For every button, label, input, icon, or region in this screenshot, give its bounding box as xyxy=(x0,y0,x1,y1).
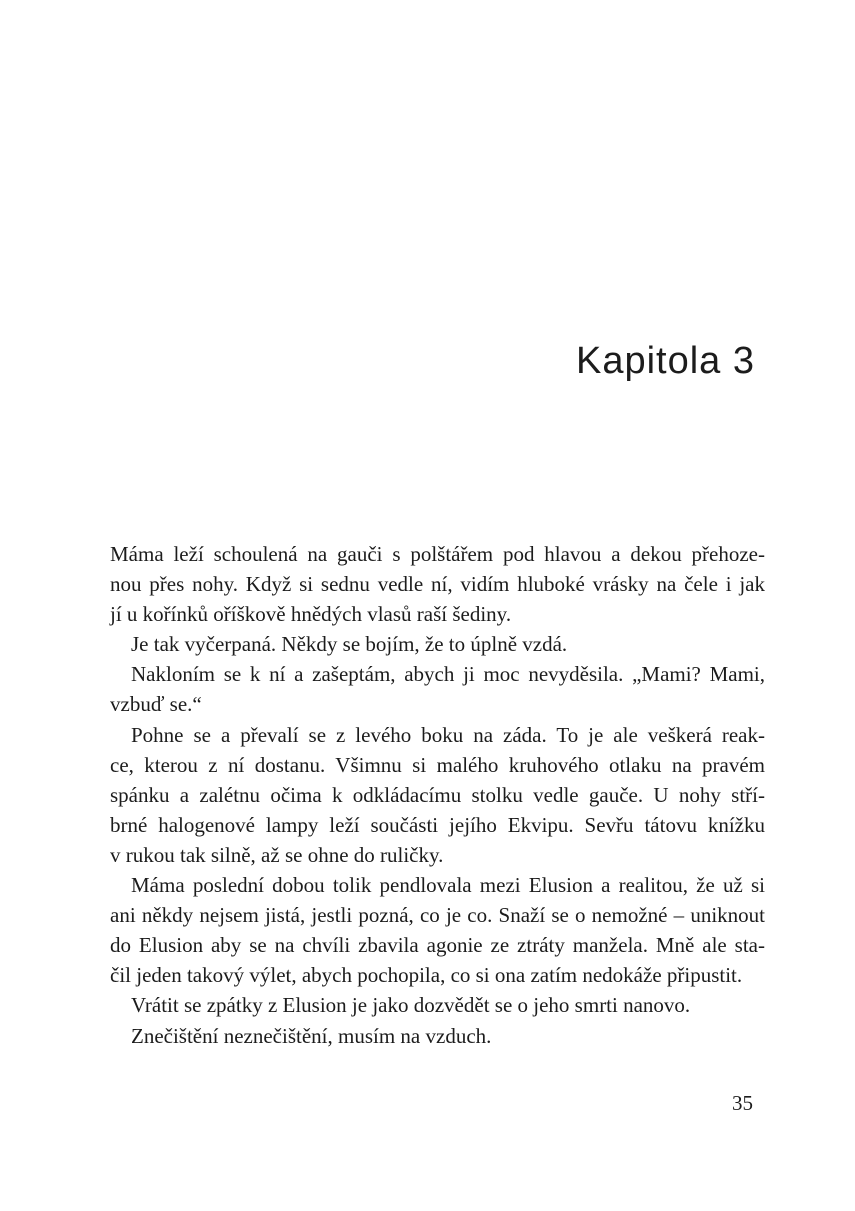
text-line: Pohne se a převalí se z levého boku na záda. To je ale veškerá reak- xyxy=(131,722,765,747)
text-line: spánku a zalétnu očima k odkládacímu stolku vedle gauče. U nohy stří- xyxy=(110,782,765,807)
text-line: Máma leží schoulená na gauči s polštářem pod hlavou a dekou přehoze- xyxy=(110,542,765,566)
text-line: Nakloním se k ní a zašeptám, abych ji moc nevyděsila. „Mami? Mami, xyxy=(131,662,765,687)
page-number: 35 xyxy=(732,1091,753,1115)
text-line: Máma poslední dobou tolik pendlovala mezi Elusion a realitou, že už si xyxy=(131,873,765,898)
text-line: ce, kterou z ní dostanu. Všimnu si malého kruhového otlaku na pravém xyxy=(110,752,765,777)
body-text xyxy=(110,539,765,1051)
text-line: Je tak vyčerpaná. Někdy se bojím, že to úplně vzdá. xyxy=(131,632,568,657)
text-line: nou přes nohy. Když si sednu vedle ní, vidím hluboké vrásky na čele i jak xyxy=(110,572,765,597)
text-line: do Elusion aby se na chvíli zbavila agonie ze ztráty manžela. Mně ale sta- xyxy=(110,933,765,958)
chapter-title: Kapitola 3 xyxy=(575,340,755,382)
text-line: v rukou tak silně, až se ohne do ruličky. xyxy=(110,842,444,867)
text-line: Vrátit se zpátky z Elusion je jako dozvědět se o jeho smrti nanovo. xyxy=(131,993,691,1018)
text-line: ani někdy nejsem jistá, jestli pozná, co je co. Snaží se o nemožné – uniknout xyxy=(110,903,765,928)
text-line: Znečištění neznečištění, musím na vzduch. xyxy=(131,1023,492,1048)
text-line: brné halogenové lampy leží součásti jejího Ekvipu. Sevřu tátovu knížku xyxy=(110,812,765,837)
text-line: vzbuď se.“ xyxy=(110,692,202,717)
text-line: jí u kořínků oříškově hnědých vlasů raší šediny. xyxy=(110,602,512,627)
text-line: čil jeden takový výlet, abych pochopila, co si ona zatím nedokáže připustit. xyxy=(110,963,743,988)
